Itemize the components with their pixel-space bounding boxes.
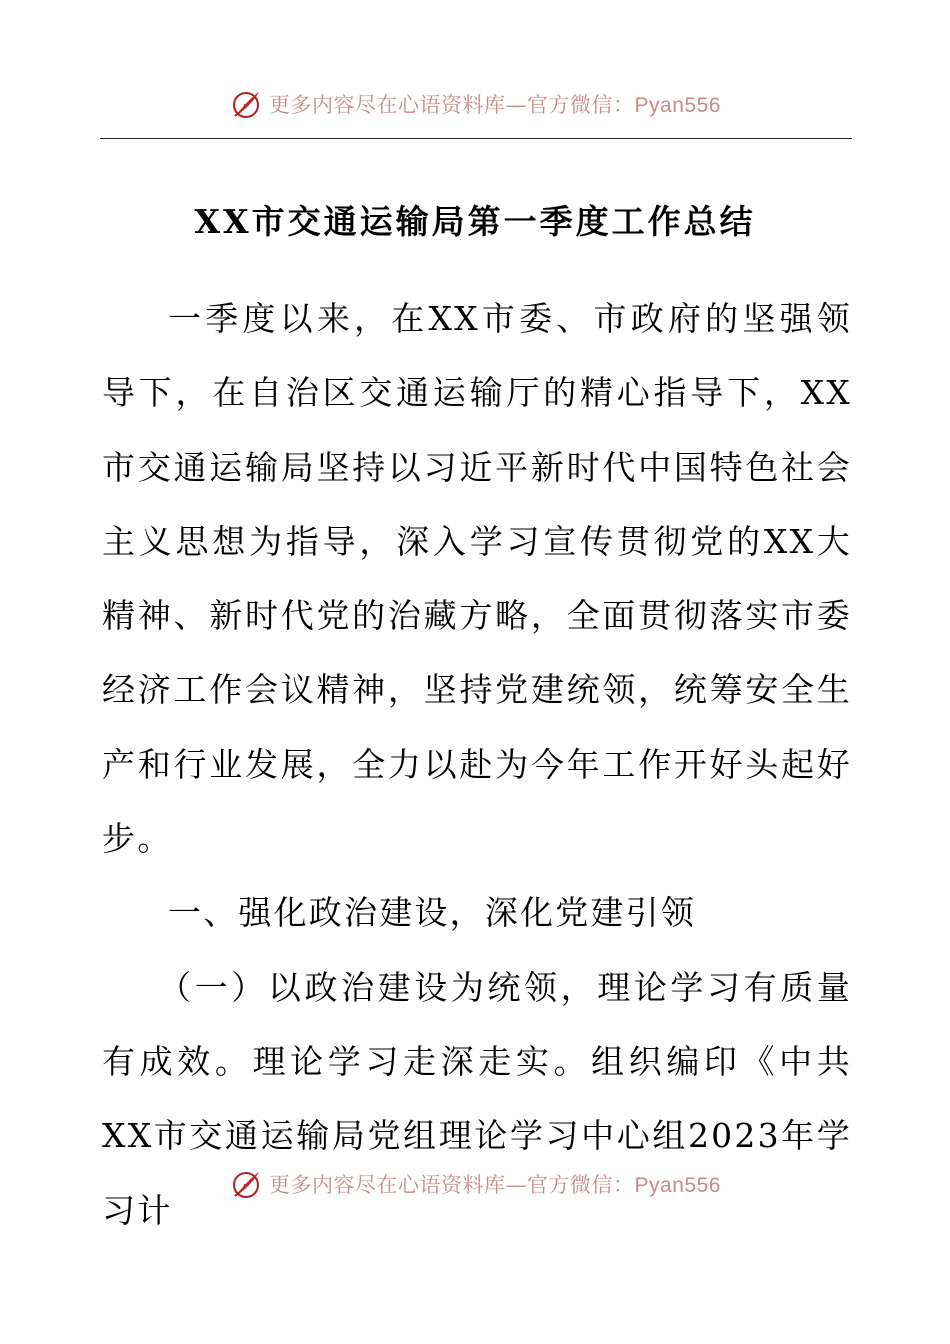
header-divider [100,138,852,139]
watermark-wechat-id: Pyan556 [634,94,721,117]
document-title: XX市交通运输局第一季度工作总结 [194,202,756,241]
watermark-text [269,89,721,119]
header-watermark [0,82,950,126]
section-heading: 一、强化政治建设，深化党建引领 [168,893,696,933]
paragraph-intro: 一季度以来，在XX市委、市政府的坚强领导下，在自治区交通运输厅的精心指导下，XX市交通运输局坚持以习近平新时代中国特色社会主义思想为指导，深入学习宣传贯彻党的XX大精神、新时代党的治藏方略，全面贯彻落实市委经济工作会议精神，坚持党建统领，统筹安全生产和行业发展，全力以赴为今年工作开好头起好步。 [102,299,852,859]
watermark-text [269,1169,721,1199]
watermark-label: 更多内容尽在心语资料库—官方微信： [269,1173,635,1197]
document-body [102,282,852,1248]
subsection-paragraph: （一）以政治建设为统领，理论学习有质量有成效。理论学习走深走实。组织编印《中共XX市交通运输局党组理论学习中心组2023年学习计 [102,967,852,1230]
svg-text:r: r [243,102,247,112]
watermark-label: 更多内容尽在心语资料库—官方微信： [269,93,635,117]
footer-watermark [0,1162,950,1206]
quill-pen-circle-icon [229,1167,263,1201]
watermark-wechat-id: Pyan556 [634,1174,721,1197]
quill-pen-circle-icon [229,87,263,121]
svg-text:r: r [243,1182,247,1192]
